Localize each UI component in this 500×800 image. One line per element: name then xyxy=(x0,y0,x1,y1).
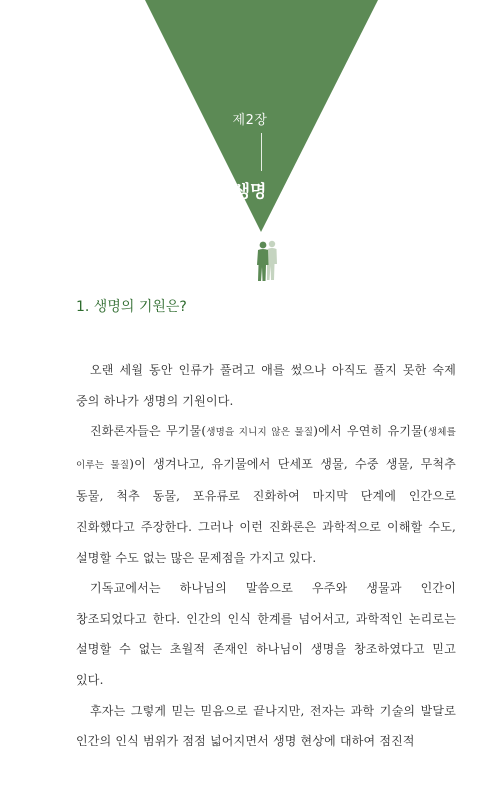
paragraph-text: )에서 우연히 유기물( xyxy=(313,424,428,439)
paragraph-text: )이 생겨나고, 유기물에서 단세포 생물, 수중 생물, 무척추 동물, 척추 동물, 포유류로 진화하여 마지막 단계에 인간으로 진화했다고 주장한다. 그러나 이런 진화론은 과학적으로 이해할 수도, 설명할 수도 없는 많은 문제점을 가지고 있다. xyxy=(76,456,457,565)
paragraph-1 xyxy=(76,355,456,416)
paragraph-text: 기독교에서는 하나님의 말씀으로 우주와 생물과 인간이 창조되었다고 한다. 인간의 인식 한계를 넘어서고, 과학적인 논리로는 설명할 수 없는 초월적 존재인 하나님이 생명을 창조하였다고 믿고 있다. xyxy=(76,581,456,687)
chapter-title: 생명 xyxy=(233,182,267,202)
paragraph-text: 오랜 세월 동안 인류가 풀려고 애를 썼으나 아직도 풀지 못한 숙제 중의 하나가 생명의 기원이다. xyxy=(76,363,456,408)
paragraph-3 xyxy=(76,573,456,695)
paragraph-text: 후자는 그렇게 믿는 믿음으로 끝나지만, 전자는 과학 기술의 발달로 인간의 인식 범위가 점점 넓어지면서 생명 현상에 대하여 점진적 xyxy=(76,703,456,749)
body-text xyxy=(76,355,456,757)
inline-annotation: 생체를 이루는 물질 xyxy=(76,427,456,471)
paragraph-2 xyxy=(76,416,456,573)
paragraph-text: 진화론자들은 무기물( xyxy=(90,424,207,439)
inline-annotation: 생명을 지니지 않은 물질 xyxy=(206,427,314,439)
chapter-number: 제2장 xyxy=(232,113,268,128)
chapter-divider xyxy=(261,133,262,171)
two-figures-icon xyxy=(252,238,282,282)
paragraph-4 xyxy=(76,696,456,757)
section-heading: 1. 생명의 기원은? xyxy=(76,299,187,315)
